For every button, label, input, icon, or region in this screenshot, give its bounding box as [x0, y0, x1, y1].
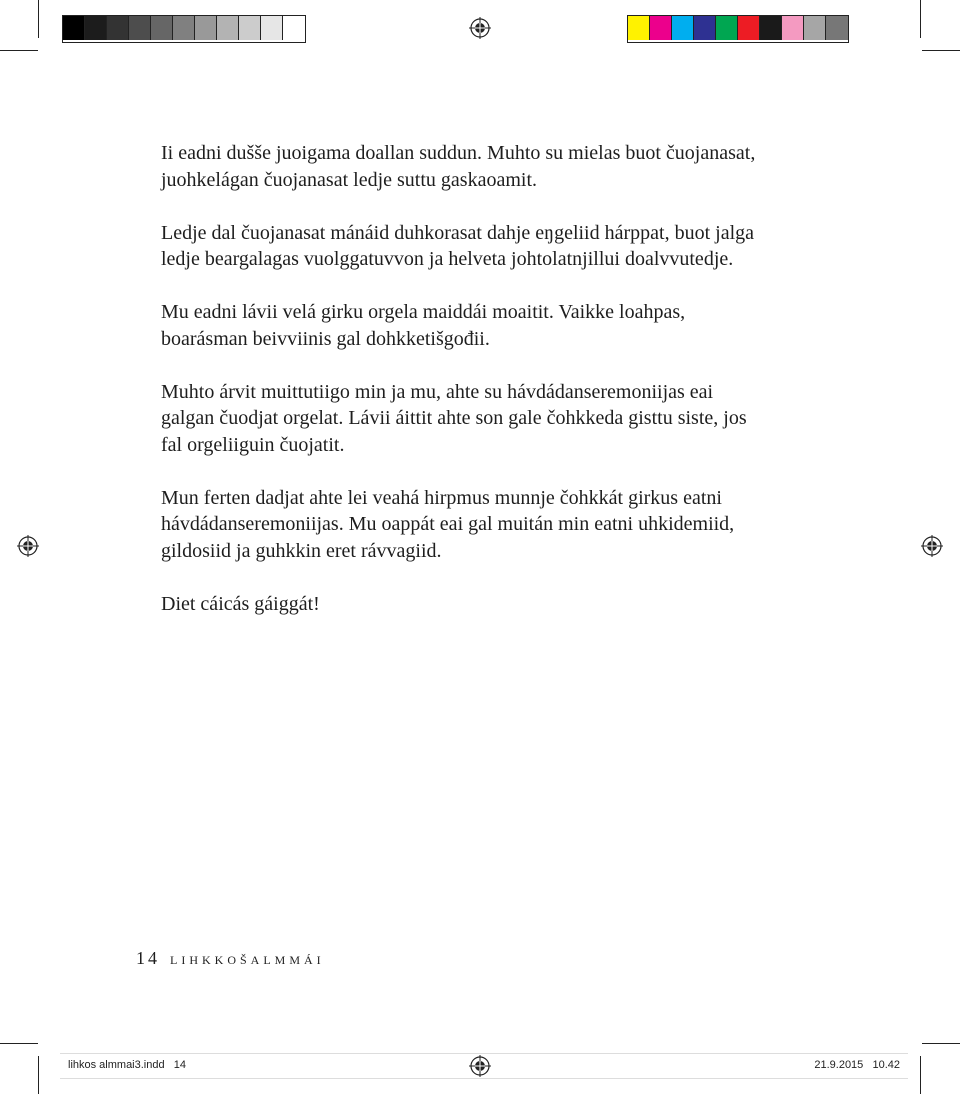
gray-swatch [283, 16, 305, 40]
gray-swatch [173, 16, 195, 40]
page-number: 14 [136, 948, 160, 968]
gray-swatch [107, 16, 129, 40]
color-swatch [628, 16, 650, 40]
crop-mark-bottom-right-h [922, 1043, 960, 1044]
crop-mark-top-right-h [922, 50, 960, 51]
color-swatch [738, 16, 760, 40]
color-swatch [672, 16, 694, 40]
color-swatch [782, 16, 804, 40]
gray-swatch [63, 16, 85, 40]
slug-area [60, 1053, 908, 1079]
color-swatch [716, 16, 738, 40]
process-color-bar [627, 15, 849, 43]
crop-mark-top-left-h [0, 50, 38, 51]
crop-mark-bottom-left-h [0, 1043, 38, 1044]
slug-timestamp: 21.9.2015 10.42 [814, 1059, 900, 1071]
gray-swatch [85, 16, 107, 40]
running-title: LIHKKOŠALMMÁI [170, 953, 325, 967]
registration-target-icon [469, 17, 491, 39]
crop-mark-top-left-v [38, 0, 39, 38]
body-text [161, 140, 761, 644]
crop-mark-top-right-v [920, 0, 921, 38]
crop-mark-bottom-right-v [920, 1056, 921, 1094]
gray-swatch [151, 16, 173, 40]
color-swatch [760, 16, 782, 40]
gray-swatch [239, 16, 261, 40]
color-swatch [804, 16, 826, 40]
paragraph: Ii eadni dušše juoigama doallan suddun. Muhto su mielas buot čuojanasat, juohkelágan čuojanasat ledje suttu gaskaoamit. [161, 142, 756, 191]
paragraph: Diet cáicás gáiggát! [161, 592, 320, 615]
paragraph: Mu eadni lávii velá girku orgela maiddái moaitit. Vaikke loahpas, boarásman beivviinis gal dohkketišgođii. [161, 301, 686, 350]
grayscale-color-bar [62, 15, 306, 43]
gray-swatch [129, 16, 151, 40]
registration-target-icon [17, 535, 39, 557]
gray-swatch [261, 16, 283, 40]
gray-swatch [217, 16, 239, 40]
paragraph: Mun ferten dadjat ahte lei veahá hirpmus munnje čohkkát girkus eatni hávdádanseremoniijas. Mu oappát eai gal muitán min eatni uhkidemiid, gildosiid ja guhkkin eret rávvagiid. [161, 486, 735, 562]
slug-file-name: lihkos almmai3.indd 14 [68, 1059, 187, 1071]
paragraph: Muhto árvit muittutiigo min ja mu, ahte su hávdádanseremoniijas eai galgan čuodjat orgelat. Lávii áittit ahte son gale čohkkeda gisttu siste, jos fal orgeliiguin čuojatit. [161, 380, 747, 456]
page-footer [136, 948, 325, 969]
registration-target-icon [921, 535, 943, 557]
color-swatch [826, 16, 848, 40]
crop-mark-bottom-left-v [38, 1056, 39, 1094]
color-swatch [694, 16, 716, 40]
gray-swatch [195, 16, 217, 40]
color-swatch [650, 16, 672, 40]
paragraph: Ledje dal čuojanasat mánáid duhkorasat dahje eŋgeliid hárppat, buot jalga ledje beargalagas vuolggatuvvon ja helveta johtolatnjillui doalvvutedje. [161, 221, 755, 270]
